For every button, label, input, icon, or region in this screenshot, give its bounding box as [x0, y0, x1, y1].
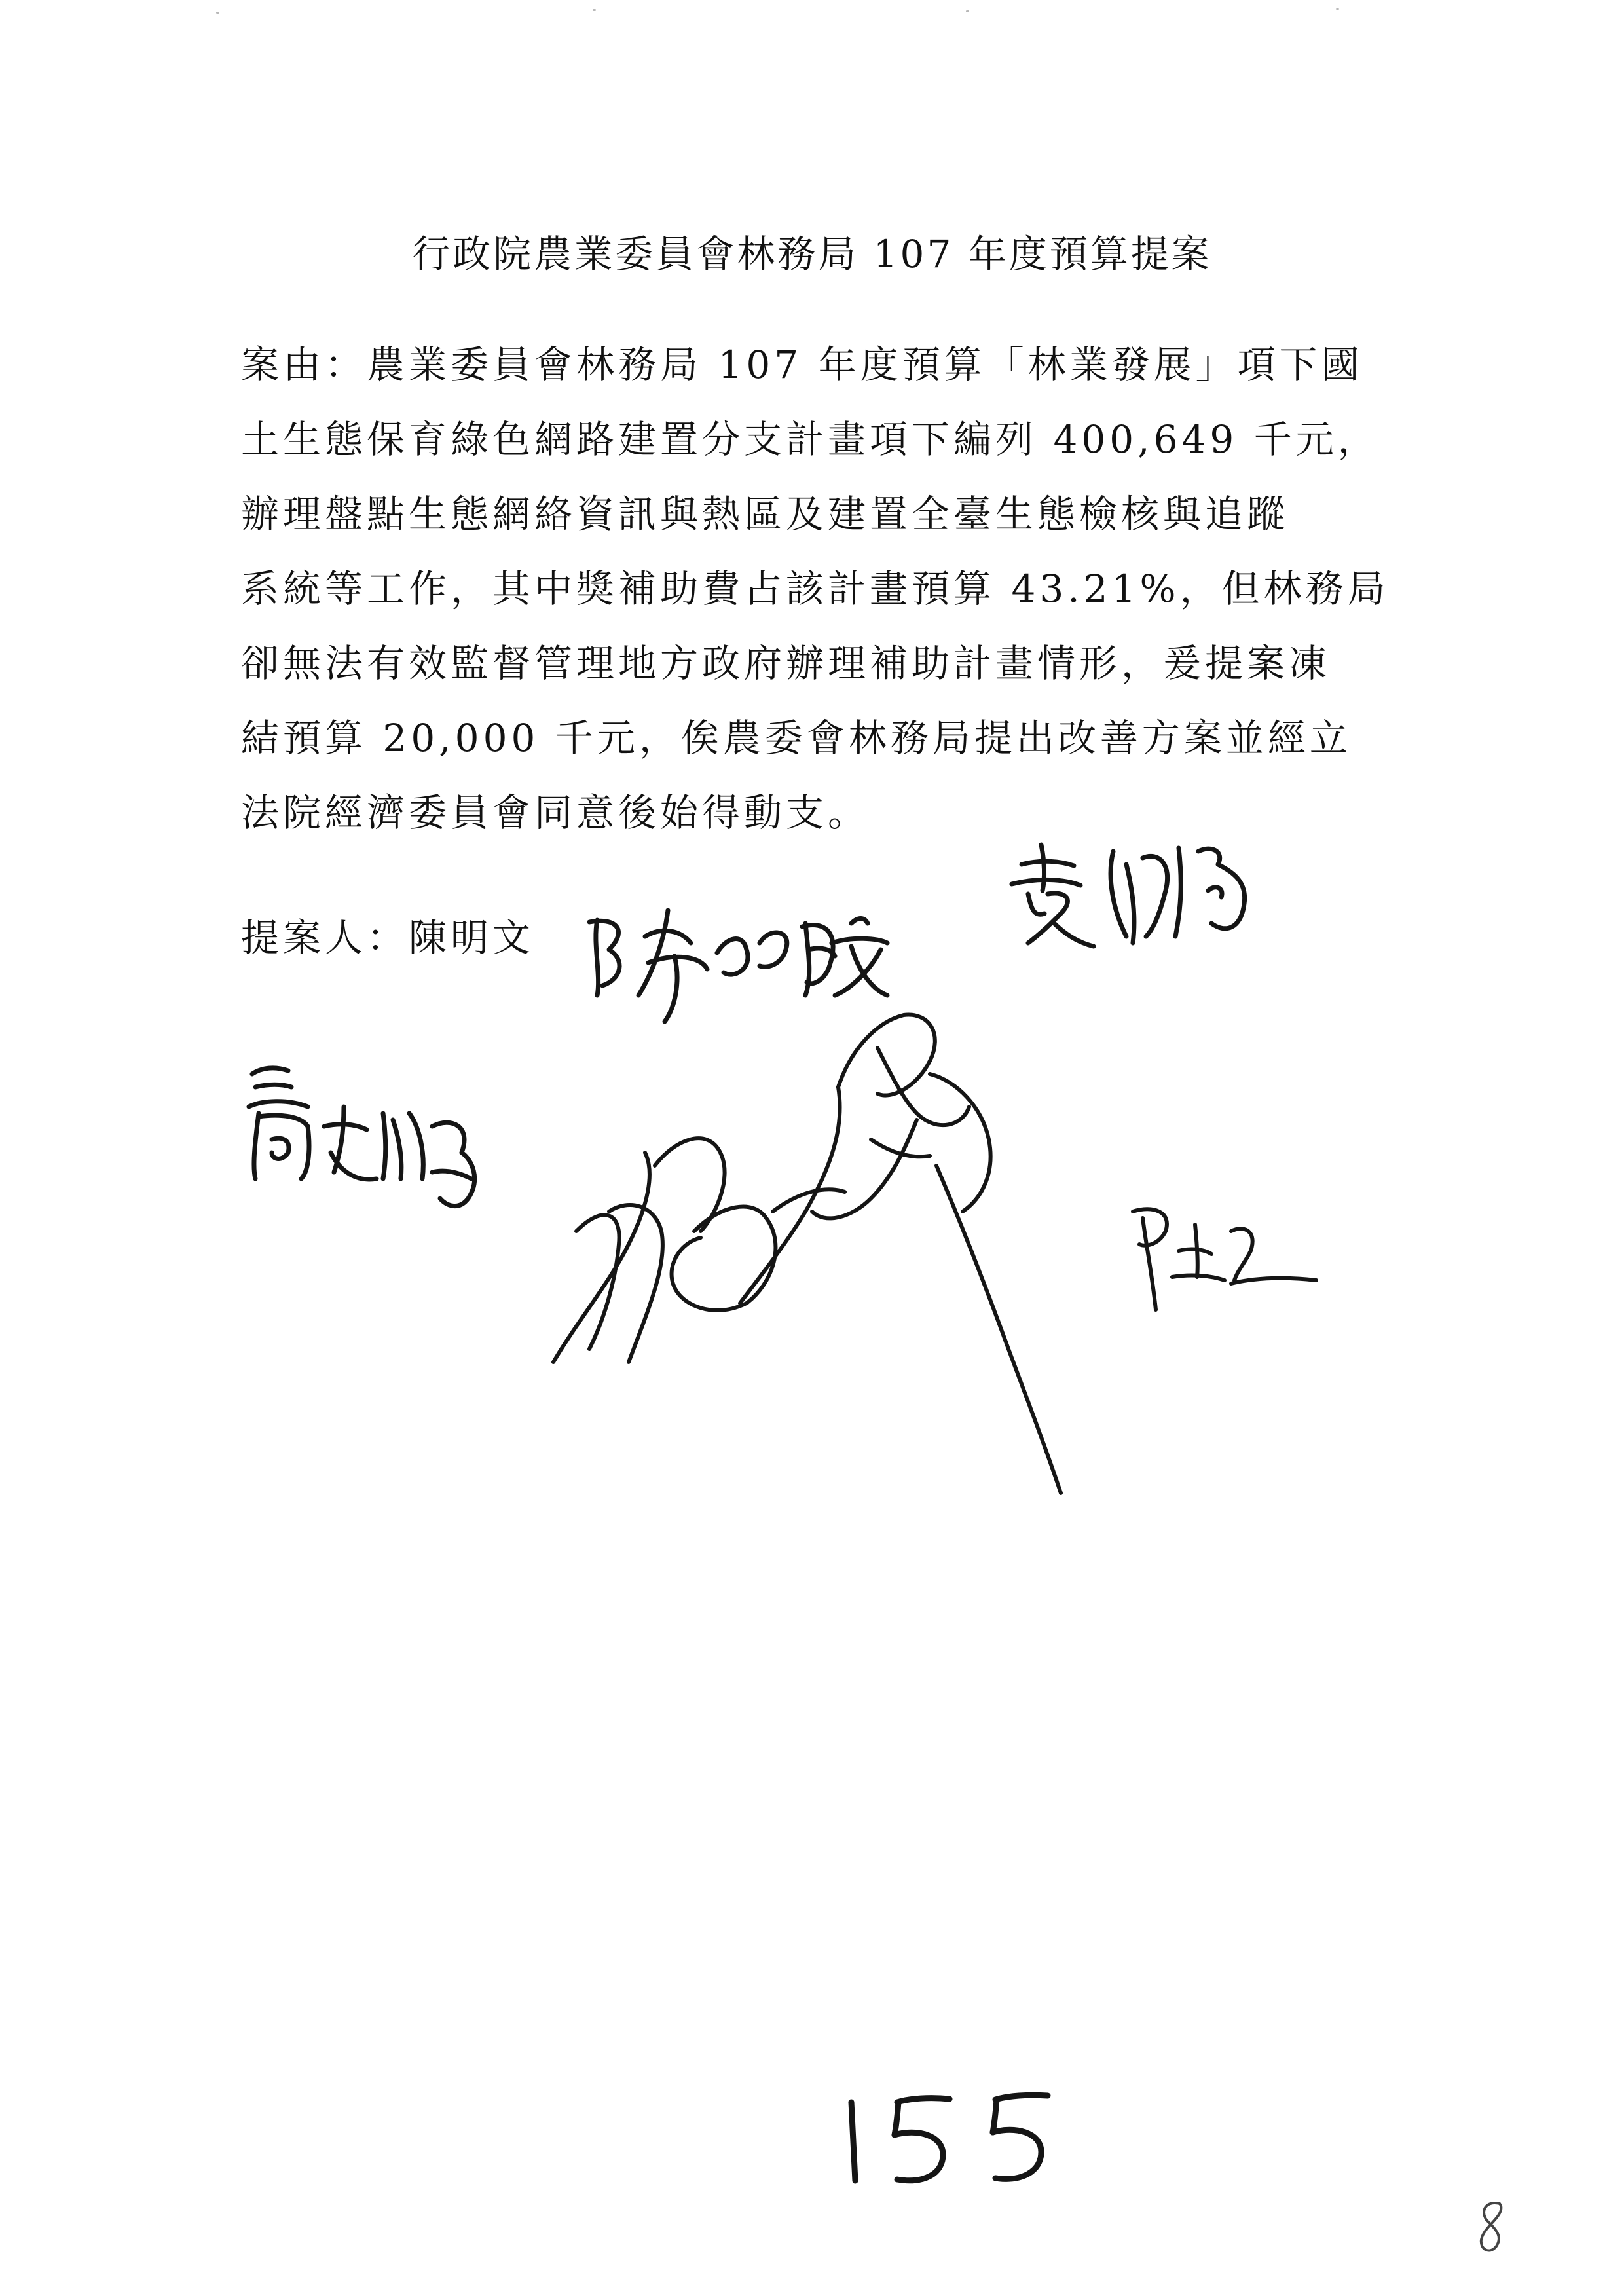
scan-speck [966, 10, 969, 12]
body-line: 辦理盤點生態網絡資訊與熱區及建置全臺生態檢核與追蹤 [241, 492, 1289, 536]
body-line: 卻無法有效監督管理地方政府辦理補助計畫情形，爰提案凍 [241, 641, 1331, 686]
scan-speck [593, 9, 596, 11]
signature-3 [249, 1068, 475, 1206]
signature-2 [1012, 845, 1245, 946]
corner-number [1473, 2197, 1513, 2256]
body-line: 案由：農業委員會林務局 107 年度預算「林業發展」項下國 [241, 343, 1363, 387]
signature-4 [553, 1015, 1061, 1493]
body-line: 系統等工作，其中獎補助費占該計畫預算 43.21%，但林務局 [241, 566, 1390, 611]
proposal-body [241, 327, 1400, 850]
document-title: 行政院農業委員會林務局 107 年度預算提案 [412, 232, 1212, 276]
body-line: 結預算 20,000 千元，俟農委會林務局提出改善方案並經立 [241, 716, 1352, 760]
body-line: 土生態保育綠色網路建置分支計畫項下編列 400,649 千元， [241, 417, 1380, 462]
handwritten-page-number [832, 2083, 1067, 2187]
proposer-label: 提案人：陳明文 [241, 916, 535, 960]
scan-speck [1336, 8, 1339, 10]
scan-speck [216, 12, 219, 14]
body-line: 法院經濟委員會同意後始得動支。 [241, 790, 870, 835]
signature-1 [589, 910, 887, 1022]
signature-5 [1133, 1209, 1316, 1310]
